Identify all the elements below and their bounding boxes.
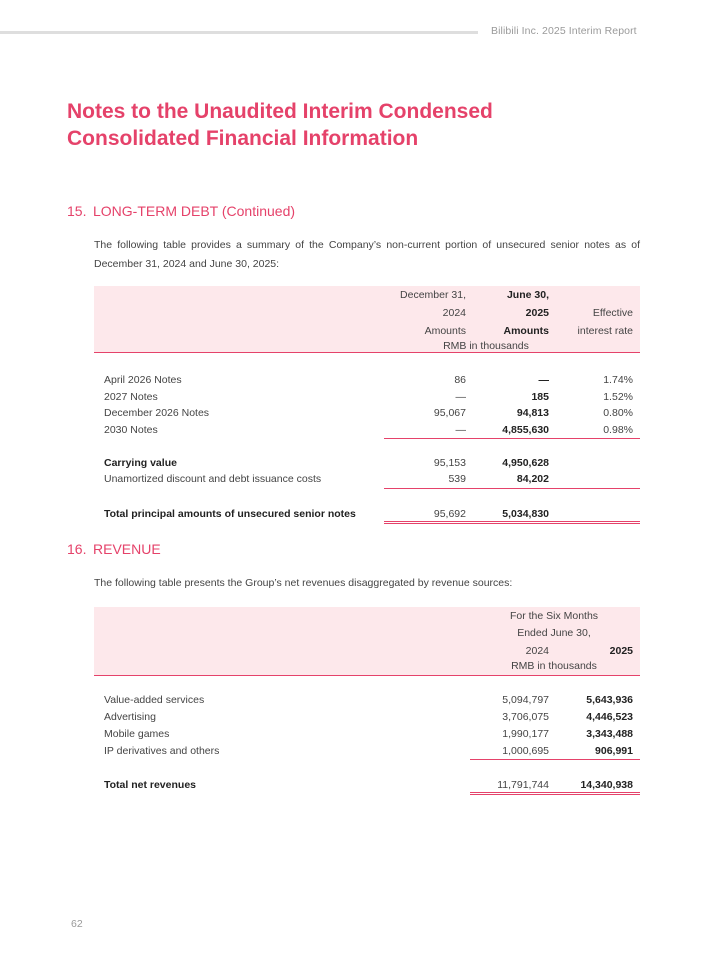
row-label: Mobile games <box>104 728 170 740</box>
row-label: Total principal amounts of unsecured senior notes <box>104 508 356 520</box>
value-2024: 95,067 <box>433 407 466 419</box>
section-15-heading <box>67 203 295 219</box>
value-2025: — <box>538 374 549 386</box>
row-label: Total net revenues <box>104 779 196 791</box>
unit-label: RMB in thousands <box>443 340 529 352</box>
value-2025: 5,034,830 <box>502 508 549 520</box>
value-2024: 95,153 <box>433 457 466 469</box>
row-label: December 2026 Notes <box>104 407 210 419</box>
row-label: Value-added services <box>104 694 205 706</box>
value-2024: 5,094,797 <box>502 694 549 706</box>
col-2024-line3: Amounts <box>424 325 466 337</box>
subtotal-rule <box>470 759 640 760</box>
value-2024: 1,000,695 <box>502 745 549 757</box>
value-2024: 1,990,177 <box>502 728 549 740</box>
table-row <box>94 391 640 408</box>
row-label: 2030 Notes <box>104 424 158 436</box>
section-16-intro: The following table presents the Group’s net revenues disaggregated by revenue sources: <box>94 577 513 589</box>
value-2025: 906,991 <box>595 745 633 757</box>
value-2025: 94,813 <box>516 407 549 419</box>
debt-table <box>94 286 640 520</box>
col-2025-line3: Amounts <box>503 325 549 337</box>
value-2025: 3,343,488 <box>586 728 633 740</box>
page-number: 62 <box>71 918 83 930</box>
row-label: Unamortized discount and debt issuance costs <box>104 473 322 485</box>
section-16-title: REVENUE <box>93 541 161 557</box>
period-line1: For the Six Months <box>509 610 599 622</box>
value-2024: — <box>455 391 466 403</box>
value-2024: 11,791,744 <box>497 779 549 791</box>
section-16-heading <box>67 541 161 557</box>
value-2024: 86 <box>454 374 466 386</box>
col-rate-line2: interest rate <box>577 325 633 337</box>
total-double-rule <box>384 521 640 524</box>
interest-rate: 1.52% <box>603 391 633 403</box>
debt-table-header <box>94 286 640 353</box>
col-2025-line2: 2025 <box>525 307 549 319</box>
header-rule <box>0 31 478 34</box>
section-15-number: 15. <box>67 203 87 219</box>
col-2024: 2024 <box>525 645 549 657</box>
table-row <box>94 711 640 728</box>
interest-rate: 0.98% <box>603 424 633 436</box>
row-label: Carrying value <box>104 457 177 469</box>
value-2025: 185 <box>531 391 549 403</box>
revenue-table <box>94 607 640 791</box>
page-title-line-2: Consolidated Financial Information <box>67 127 419 150</box>
section-15-title: LONG-TERM DEBT (Continued) <box>93 203 296 219</box>
row-label: IP derivatives and others <box>104 745 220 757</box>
page-title-line-1: Notes to the Unaudited Interim Condensed <box>67 100 493 123</box>
col-2024-line1: December 31, <box>400 289 466 301</box>
col-2024-line2: 2024 <box>442 307 466 319</box>
interest-rate: 1.74% <box>603 374 633 386</box>
total-double-rule <box>470 792 640 795</box>
row-label: Advertising <box>104 711 156 723</box>
col-2025-line1: June 30, <box>506 289 549 301</box>
subtotal-rule <box>384 488 640 489</box>
value-2025: 4,950,628 <box>502 457 549 469</box>
value-2024: — <box>455 424 466 436</box>
table-row <box>94 457 640 474</box>
table-row <box>94 694 640 711</box>
table-row <box>94 374 640 391</box>
row-label: April 2026 Notes <box>104 374 182 386</box>
row-label: 2027 Notes <box>104 391 158 403</box>
section-16-number: 16. <box>67 541 87 557</box>
value-2024: 95,692 <box>433 508 466 520</box>
value-2025: 4,446,523 <box>586 711 633 723</box>
value-2025: 14,340,938 <box>580 779 633 791</box>
revenue-table-header <box>94 607 640 676</box>
subtotal-rule <box>384 438 640 439</box>
value-2024: 539 <box>448 473 466 485</box>
value-2024: 3,706,075 <box>502 711 549 723</box>
table-row <box>94 407 640 424</box>
period-line2: Ended June 30, <box>517 627 591 639</box>
section-15-intro: The following table provides a summary of the Company’s non-current portion of unsecured senior notes as of December 31, 2024 and June 30, 2025: <box>94 239 640 270</box>
interest-rate: 0.80% <box>603 407 633 419</box>
running-header: Bilibili Inc. 2025 Interim Report <box>491 25 637 37</box>
col-rate-line1: Effective <box>592 307 633 319</box>
value-2025: 5,643,936 <box>586 694 633 706</box>
page-title <box>67 98 493 152</box>
unit-label: RMB in thousands <box>511 660 597 672</box>
col-2025: 2025 <box>609 645 633 657</box>
value-2025: 4,855,630 <box>502 424 549 436</box>
value-2025: 84,202 <box>516 473 549 485</box>
table-row <box>94 728 640 745</box>
